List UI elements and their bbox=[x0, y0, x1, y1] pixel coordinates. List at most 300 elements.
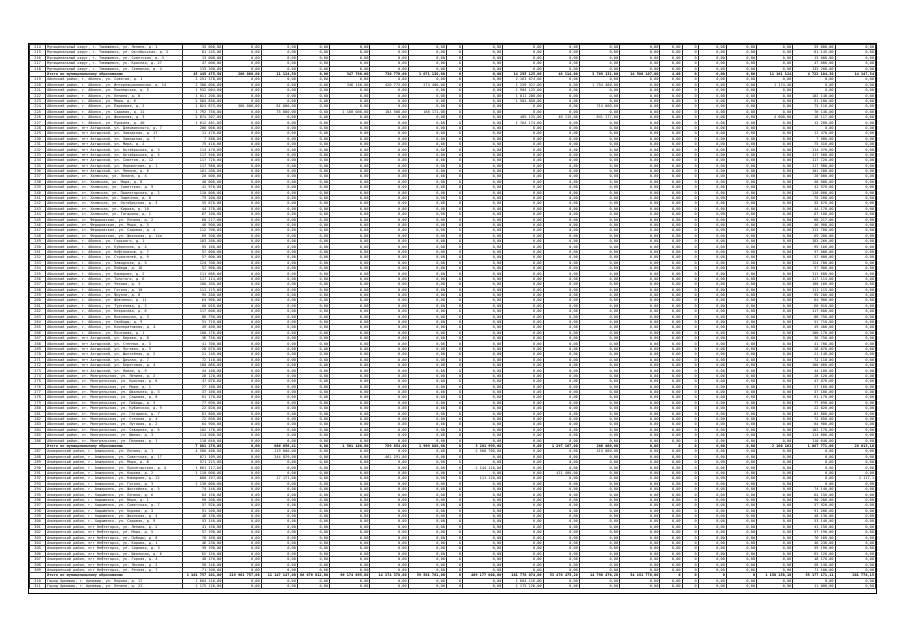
value-cell: 0,00 bbox=[408, 266, 446, 271]
value-cell: 0,00 bbox=[223, 578, 261, 583]
value-cell: 35 000,00 bbox=[793, 45, 835, 50]
value-cell: 0,00 bbox=[463, 551, 503, 556]
value-cell: 0,00 bbox=[330, 476, 370, 481]
value-cell: 0,00 bbox=[261, 255, 297, 260]
address-cell: Апшеронский район, г. Апшеронск, ул. Кирова, д. 2 bbox=[46, 470, 183, 475]
value-cell: 20 000,00 bbox=[183, 174, 223, 179]
value-cell: 0,00 bbox=[620, 567, 660, 572]
value-cell: 0 bbox=[446, 578, 462, 583]
value-cell: 0 bbox=[446, 266, 462, 271]
value-cell: 0,00 bbox=[503, 487, 543, 492]
address-cell: Абинский район, пгт Ахтырский, ул. Новая, д. 9 bbox=[46, 368, 183, 373]
value-cell: 0,00 bbox=[503, 158, 543, 163]
value-cell: 0,00 bbox=[698, 66, 726, 71]
value-cell: 0,00 bbox=[620, 228, 660, 233]
value-cell: 0,00 bbox=[261, 390, 297, 395]
value-cell: 26 120,00 bbox=[183, 373, 223, 378]
value-cell: 0,00 bbox=[223, 131, 261, 136]
value-cell: 0,00 bbox=[408, 55, 446, 60]
row-number-cell: 291 bbox=[30, 470, 46, 475]
value-cell: 112 700,00 bbox=[793, 228, 835, 233]
value-cell: 0,00 bbox=[660, 174, 682, 179]
value-cell: 0,00 bbox=[835, 303, 875, 308]
value-cell: 0,00 bbox=[726, 513, 756, 518]
value-cell: 0,00 bbox=[660, 303, 682, 308]
value-cell: 21 140,00 bbox=[793, 352, 835, 357]
row-number-cell: 251 bbox=[30, 249, 46, 254]
value-cell: 0,00 bbox=[726, 190, 756, 195]
value-cell: 0,00 bbox=[330, 352, 370, 357]
value-cell: 0 bbox=[682, 228, 698, 233]
address-cell: Апшеронский район, г. Апшеронск, ул. Советская, д. 17 bbox=[46, 454, 183, 459]
value-cell: 46 230,00 bbox=[793, 540, 835, 545]
value-cell: 0,00 bbox=[463, 303, 503, 308]
value-cell: 0,00 bbox=[297, 476, 329, 481]
value-cell: 0,00 bbox=[757, 120, 793, 125]
value-cell: 0,00 bbox=[503, 131, 543, 136]
value-cell: 0,00 bbox=[297, 115, 329, 120]
value-cell: 61 170,00 bbox=[183, 395, 223, 400]
value-cell: 0,00 bbox=[698, 217, 726, 222]
value-cell: 0,00 bbox=[463, 454, 503, 459]
value-cell: 0,00 bbox=[757, 416, 793, 421]
value-cell: 0 bbox=[682, 465, 698, 470]
value-cell: 0,00 bbox=[835, 77, 875, 82]
value-cell: 0,00 bbox=[261, 314, 297, 319]
value-cell: 0,00 bbox=[297, 384, 329, 389]
value-cell: 0,00 bbox=[463, 400, 503, 405]
value-cell: 0,00 bbox=[370, 433, 408, 438]
value-cell: 0,00 bbox=[579, 98, 619, 103]
value-cell: 0,00 bbox=[620, 115, 660, 120]
value-cell: 0,00 bbox=[757, 266, 793, 271]
row-number-cell: 224 bbox=[30, 104, 46, 109]
value-cell: 0,00 bbox=[698, 244, 726, 249]
value-cell: 0,00 bbox=[620, 249, 660, 254]
value-cell: 48 130,00 bbox=[183, 513, 223, 518]
value-cell: 0,00 bbox=[660, 567, 682, 572]
value-cell: 36 750,00 bbox=[183, 336, 223, 341]
value-cell: 0,00 bbox=[757, 530, 793, 535]
value-cell: 0,00 bbox=[757, 449, 793, 454]
value-cell: 0 bbox=[682, 136, 698, 141]
value-cell: 0,00 bbox=[370, 93, 408, 98]
value-cell: 100 060,00 bbox=[793, 363, 835, 368]
value-cell: 0,00 bbox=[223, 336, 261, 341]
value-cell: 0,00 bbox=[660, 120, 682, 125]
value-cell: 0,00 bbox=[835, 411, 875, 416]
row-number-cell: 222 bbox=[30, 93, 46, 98]
value-cell: 600 157,00 bbox=[183, 476, 223, 481]
value-cell: 0,00 bbox=[726, 411, 756, 416]
value-cell: 0 bbox=[446, 357, 462, 362]
value-cell: 0,00 bbox=[757, 492, 793, 497]
value-cell: 0,00 bbox=[698, 266, 726, 271]
value-cell: 0,00 bbox=[330, 77, 370, 82]
value-cell: 11 161 124 bbox=[757, 71, 793, 76]
row-number-cell: 300 bbox=[30, 519, 46, 524]
value-cell: 0,00 bbox=[463, 438, 503, 443]
value-cell: 40 000,00 bbox=[183, 179, 223, 184]
value-cell: 0,00 bbox=[503, 465, 543, 470]
row-number-cell: 284 bbox=[30, 427, 46, 432]
value-cell: 0 bbox=[446, 368, 462, 373]
value-cell: 0,00 bbox=[835, 298, 875, 303]
value-cell: 0,00 bbox=[835, 88, 875, 93]
value-cell: 0,00 bbox=[503, 228, 543, 233]
value-cell: 0 bbox=[682, 271, 698, 276]
value-cell: 0 bbox=[682, 298, 698, 303]
value-cell: 0,00 bbox=[579, 309, 619, 314]
value-cell: 0,00 bbox=[223, 282, 261, 287]
address-cell: Абинский район, г. Абинск, ул. Кубанская, д. 4 bbox=[46, 244, 183, 249]
value-cell: 57 190,00 bbox=[183, 530, 223, 535]
value-cell: 0,00 bbox=[330, 433, 370, 438]
value-cell: 0,00 bbox=[726, 152, 756, 157]
value-cell: 0,00 bbox=[370, 233, 408, 238]
value-cell: 0,00 bbox=[370, 422, 408, 427]
value-cell: 0,00 bbox=[261, 147, 297, 152]
value-cell: 0,00 bbox=[660, 379, 682, 384]
value-cell: 0,00 bbox=[543, 314, 579, 319]
value-cell: 0,00 bbox=[223, 325, 261, 330]
value-cell: 0,00 bbox=[330, 513, 370, 518]
row-number-cell: 257 bbox=[30, 282, 46, 287]
value-cell: 27 160,00 bbox=[793, 384, 835, 389]
value-cell: 0,00 bbox=[698, 546, 726, 551]
value-cell: 69 200,00 bbox=[183, 233, 223, 238]
value-cell: 0,00 bbox=[330, 179, 370, 184]
value-cell: 0,00 bbox=[261, 98, 297, 103]
address-cell: Абинский район, ст. Федоровская, ул. Садовая, д. 4 bbox=[46, 228, 183, 233]
value-cell: 0,00 bbox=[757, 390, 793, 395]
row-number-cell: 302 bbox=[30, 530, 46, 535]
value-cell: 0,00 bbox=[297, 201, 329, 206]
value-cell: 0,00 bbox=[620, 416, 660, 421]
value-cell: 0,00 bbox=[757, 508, 793, 513]
value-cell: 0,00 bbox=[579, 136, 619, 141]
value-cell: 0,00 bbox=[835, 406, 875, 411]
value-cell: 0,00 bbox=[835, 255, 875, 260]
value-cell: 0,00 bbox=[660, 82, 682, 87]
address-cell: Абинский район, г. Абинск, ул. Толстого, д. 6 bbox=[46, 276, 183, 281]
value-cell: 0,00 bbox=[579, 163, 619, 168]
value-cell: 183 260,00 bbox=[183, 239, 223, 244]
value-cell: 0,00 bbox=[261, 282, 297, 287]
value-cell: 0,00 bbox=[223, 557, 261, 562]
value-cell: 0,00 bbox=[297, 276, 329, 281]
value-cell: 0,00 bbox=[297, 142, 329, 147]
value-cell: 0,00 bbox=[835, 309, 875, 314]
value-cell: 0,00 bbox=[261, 206, 297, 211]
value-cell: 0,00 bbox=[543, 179, 579, 184]
value-cell: 0,00 bbox=[579, 373, 619, 378]
value-cell: 0,00 bbox=[835, 438, 875, 443]
value-cell: 0,00 bbox=[726, 287, 756, 292]
value-cell: 0,00 bbox=[408, 190, 446, 195]
value-cell: 0,00 bbox=[408, 298, 446, 303]
value-cell: 0,00 bbox=[370, 45, 408, 50]
value-cell: 0,00 bbox=[835, 222, 875, 227]
value-cell: 0 bbox=[682, 578, 698, 583]
value-cell: 0,00 bbox=[620, 508, 660, 513]
address-cell: Апшеронский район, пгт Нефтегорск, ул. Речная, д. 7 bbox=[46, 567, 183, 572]
value-cell: 0 bbox=[446, 152, 462, 157]
value-cell: 0,00 bbox=[408, 152, 446, 157]
address-cell: Апшеронский район, пгт Нефтегорск, ул. Ленина, д. 2 bbox=[46, 524, 183, 529]
value-cell: 0,00 bbox=[408, 476, 446, 481]
value-cell: 0,00 bbox=[543, 492, 579, 497]
value-cell: 0,00 bbox=[660, 433, 682, 438]
value-cell: 0 bbox=[682, 524, 698, 529]
value-cell: 0 bbox=[446, 503, 462, 508]
value-cell: 0,00 bbox=[261, 309, 297, 314]
value-cell: 0 bbox=[682, 276, 698, 281]
value-cell: 0,00 bbox=[223, 481, 261, 486]
value-cell: 0,00 bbox=[261, 136, 297, 141]
value-cell: 0,00 bbox=[543, 400, 579, 405]
value-cell: 0,00 bbox=[543, 508, 579, 513]
row-number-cell: 264 bbox=[30, 319, 46, 324]
value-cell: 0 bbox=[446, 61, 462, 66]
row-number-cell: 310 bbox=[30, 578, 46, 583]
value-cell: 0,00 bbox=[503, 303, 543, 308]
value-cell: 0,00 bbox=[660, 487, 682, 492]
value-cell: 0,00 bbox=[261, 185, 297, 190]
value-cell: 0,00 bbox=[835, 427, 875, 432]
value-cell: 0,00 bbox=[463, 422, 503, 427]
value-cell: 0,00 bbox=[297, 487, 329, 492]
value-cell: 0,00 bbox=[726, 71, 756, 76]
value-cell: 0,00 bbox=[463, 325, 503, 330]
value-cell: 0 bbox=[682, 497, 698, 502]
value-cell: 0,00 bbox=[579, 239, 619, 244]
value-cell: 0,00 bbox=[370, 390, 408, 395]
value-cell: 0,00 bbox=[660, 427, 682, 432]
value-cell: 0,00 bbox=[698, 325, 726, 330]
value-cell: 0 bbox=[446, 104, 462, 109]
value-cell: 0,00 bbox=[579, 244, 619, 249]
value-cell: 0,00 bbox=[463, 66, 503, 71]
value-cell: 2 300 006,00 bbox=[183, 82, 223, 87]
address-cell: Муниципальный округ, г. Тимашевск, ул. Советская, д. 3 bbox=[46, 55, 183, 60]
value-cell: 0,00 bbox=[370, 330, 408, 335]
value-cell: 0,00 bbox=[757, 433, 793, 438]
value-cell: 0,00 bbox=[223, 497, 261, 502]
value-cell: 0,00 bbox=[408, 341, 446, 346]
value-cell: 0,00 bbox=[223, 88, 261, 93]
value-cell: 1 259 521,00 bbox=[503, 82, 543, 87]
value-cell: 46 230,00 bbox=[183, 540, 223, 545]
value-cell: 0,00 bbox=[261, 249, 297, 254]
value-cell: 41 700,00 bbox=[183, 341, 223, 346]
value-cell: 0,00 bbox=[698, 363, 726, 368]
value-cell: 0,00 bbox=[579, 314, 619, 319]
value-cell: 0,00 bbox=[620, 190, 660, 195]
value-cell: 0,00 bbox=[660, 411, 682, 416]
value-cell: 0,00 bbox=[408, 142, 446, 147]
value-cell: 0,00 bbox=[223, 115, 261, 120]
value-cell: 1 932 004,00 bbox=[183, 88, 223, 93]
value-cell: 0,00 bbox=[408, 136, 446, 141]
value-cell: 0,00 bbox=[261, 325, 297, 330]
value-cell: 53 476 475,20 bbox=[543, 573, 579, 578]
value-cell: 0,00 bbox=[223, 487, 261, 492]
value-cell: 0,00 bbox=[698, 314, 726, 319]
value-cell: 0,00 bbox=[620, 519, 660, 524]
value-cell: 0,00 bbox=[543, 147, 579, 152]
value-cell: 0,00 bbox=[579, 282, 619, 287]
value-cell: 0,00 bbox=[726, 390, 756, 395]
value-cell: 76 160,00 bbox=[793, 535, 835, 540]
value-cell: 0,00 bbox=[660, 465, 682, 470]
value-cell: 75 200,00 bbox=[183, 195, 223, 200]
row-number-cell: 271 bbox=[30, 357, 46, 362]
value-cell: 0,00 bbox=[698, 55, 726, 60]
value-cell: 0,00 bbox=[223, 584, 261, 589]
value-cell: 0,00 bbox=[370, 341, 408, 346]
value-cell: 0,00 bbox=[835, 513, 875, 518]
value-cell: 101 280,00 bbox=[183, 168, 223, 173]
value-cell: 1 175 126,00 bbox=[503, 584, 543, 589]
value-cell: 0,00 bbox=[223, 567, 261, 572]
value-cell: 0 bbox=[682, 476, 698, 481]
value-cell: 0,00 bbox=[503, 249, 543, 254]
value-cell: 0,00 bbox=[463, 109, 503, 114]
value-cell: 0,00 bbox=[579, 55, 619, 60]
value-cell: 0,00 bbox=[297, 416, 329, 421]
value-cell: 0,00 bbox=[835, 449, 875, 454]
value-cell: 0,00 bbox=[757, 346, 793, 351]
value-cell: 0,00 bbox=[297, 465, 329, 470]
value-cell: 0 bbox=[682, 61, 698, 66]
row-number-cell: 248 bbox=[30, 233, 46, 238]
value-cell: 102 140,00 bbox=[793, 93, 835, 98]
value-cell: 0,00 bbox=[543, 357, 579, 362]
value-cell: 0,00 bbox=[757, 287, 793, 292]
value-cell: 41 970,00 bbox=[183, 185, 223, 190]
value-cell: 0,00 bbox=[503, 540, 543, 545]
value-cell: 0,00 bbox=[503, 422, 543, 427]
value-cell: 0 bbox=[682, 400, 698, 405]
value-cell: 0,00 bbox=[223, 271, 261, 276]
value-cell: 0,00 bbox=[503, 330, 543, 335]
value-cell: 1 150 158,10 bbox=[757, 573, 793, 578]
value-cell: 0,00 bbox=[223, 244, 261, 249]
value-cell: 0,00 bbox=[698, 443, 726, 448]
value-cell: 13 000,00 bbox=[793, 55, 835, 60]
value-cell: 0,00 bbox=[463, 45, 503, 50]
value-cell: 0,00 bbox=[620, 104, 660, 109]
value-cell: 0 bbox=[446, 244, 462, 249]
address-cell: Абинский район, ст. Мингрельская, ул. Южная, д. 3 bbox=[46, 433, 183, 438]
value-cell: 0,00 bbox=[835, 233, 875, 238]
value-cell: 100 170,00 bbox=[793, 330, 835, 335]
value-cell: 0,00 bbox=[620, 438, 660, 443]
value-cell: 0,00 bbox=[463, 530, 503, 535]
value-cell: 0,00 bbox=[793, 454, 835, 459]
value-cell: 0,00 bbox=[370, 336, 408, 341]
value-cell: 95 200,00 bbox=[183, 292, 223, 297]
value-cell: 0,00 bbox=[579, 50, 619, 55]
value-cell: 1 175 126,00 bbox=[183, 584, 223, 589]
value-cell: 0,00 bbox=[543, 336, 579, 341]
value-cell: 0,00 bbox=[698, 45, 726, 50]
value-cell: 0,00 bbox=[503, 239, 543, 244]
value-cell: 0 bbox=[682, 503, 698, 508]
value-cell: 0,00 bbox=[726, 158, 756, 163]
value-cell: 0 bbox=[660, 573, 682, 578]
value-cell: 0,00 bbox=[463, 93, 503, 98]
value-cell: 0,00 bbox=[463, 427, 503, 432]
value-cell: 0,00 bbox=[297, 503, 329, 508]
value-cell: 0 bbox=[682, 384, 698, 389]
value-cell: 0,00 bbox=[297, 422, 329, 427]
value-cell: 0,00 bbox=[660, 368, 682, 373]
value-cell: 0,00 bbox=[503, 287, 543, 292]
address-cell: Абинский район, ст. Мингрельская, ул. Победы, д. 5 bbox=[46, 400, 183, 405]
value-cell: 117 600,00 bbox=[183, 309, 223, 314]
value-cell: 0,00 bbox=[370, 357, 408, 362]
value-cell: 0,00 bbox=[261, 535, 297, 540]
address-cell: Абинский район, ст. Мингрельская, ул. Ленина, д. 2 bbox=[46, 373, 183, 378]
value-cell: 57 000,00 bbox=[793, 255, 835, 260]
address-cell: Абинский район, пгт Ахтырский, ул. Октябрьская, д. 5 bbox=[46, 152, 183, 157]
value-cell: 0,00 bbox=[726, 66, 756, 71]
value-cell: 133 200,00 bbox=[183, 66, 223, 71]
address-cell: Абинский район, пгт Ахтырский, ул. Кирова, д. 8 bbox=[46, 336, 183, 341]
value-cell: 0,00 bbox=[660, 142, 682, 147]
value-cell: 0,00 bbox=[330, 287, 370, 292]
value-cell: 0,00 bbox=[757, 282, 793, 287]
value-cell: 0,00 bbox=[757, 255, 793, 260]
value-cell: 0,00 bbox=[543, 158, 579, 163]
address-cell: Апшеронский район, г. Хадыженск, ул. Садовая, д. 9 bbox=[46, 519, 183, 524]
value-cell: 0,00 bbox=[463, 249, 503, 254]
value-cell: 0,00 bbox=[698, 201, 726, 206]
value-cell: 0 bbox=[682, 395, 698, 400]
row-number-cell: 250 bbox=[30, 244, 46, 249]
value-cell: 0 bbox=[446, 433, 462, 438]
value-cell: 0,00 bbox=[463, 174, 503, 179]
value-cell: 0,00 bbox=[660, 282, 682, 287]
row-number-cell: 294 bbox=[30, 487, 46, 492]
value-cell: 0,00 bbox=[370, 551, 408, 556]
value-cell: 0,00 bbox=[503, 125, 543, 130]
value-cell: 0,00 bbox=[579, 497, 619, 502]
value-cell: 0,00 bbox=[370, 465, 408, 470]
value-cell: 0,00 bbox=[463, 513, 503, 518]
value-cell: 0,00 bbox=[757, 174, 793, 179]
value-cell: 0,00 bbox=[757, 55, 793, 60]
value-cell: 0,00 bbox=[370, 179, 408, 184]
value-cell: 2 251 378,00 bbox=[183, 77, 223, 82]
value-cell: 0,00 bbox=[835, 363, 875, 368]
value-cell: 0,00 bbox=[503, 513, 543, 518]
value-cell: 117 720,00 bbox=[793, 158, 835, 163]
value-cell: 0,00 bbox=[408, 427, 446, 432]
value-cell: 0 bbox=[446, 303, 462, 308]
value-cell: 0,00 bbox=[660, 244, 682, 249]
value-cell: 0 bbox=[682, 519, 698, 524]
value-cell: 0,00 bbox=[330, 50, 370, 55]
value-cell: 0,00 bbox=[835, 168, 875, 173]
value-cell: 0 bbox=[446, 460, 462, 465]
value-cell: 0,00 bbox=[463, 228, 503, 233]
value-cell: 0,00 bbox=[698, 125, 726, 130]
value-cell: 0,00 bbox=[660, 454, 682, 459]
value-cell: 0 bbox=[446, 557, 462, 562]
